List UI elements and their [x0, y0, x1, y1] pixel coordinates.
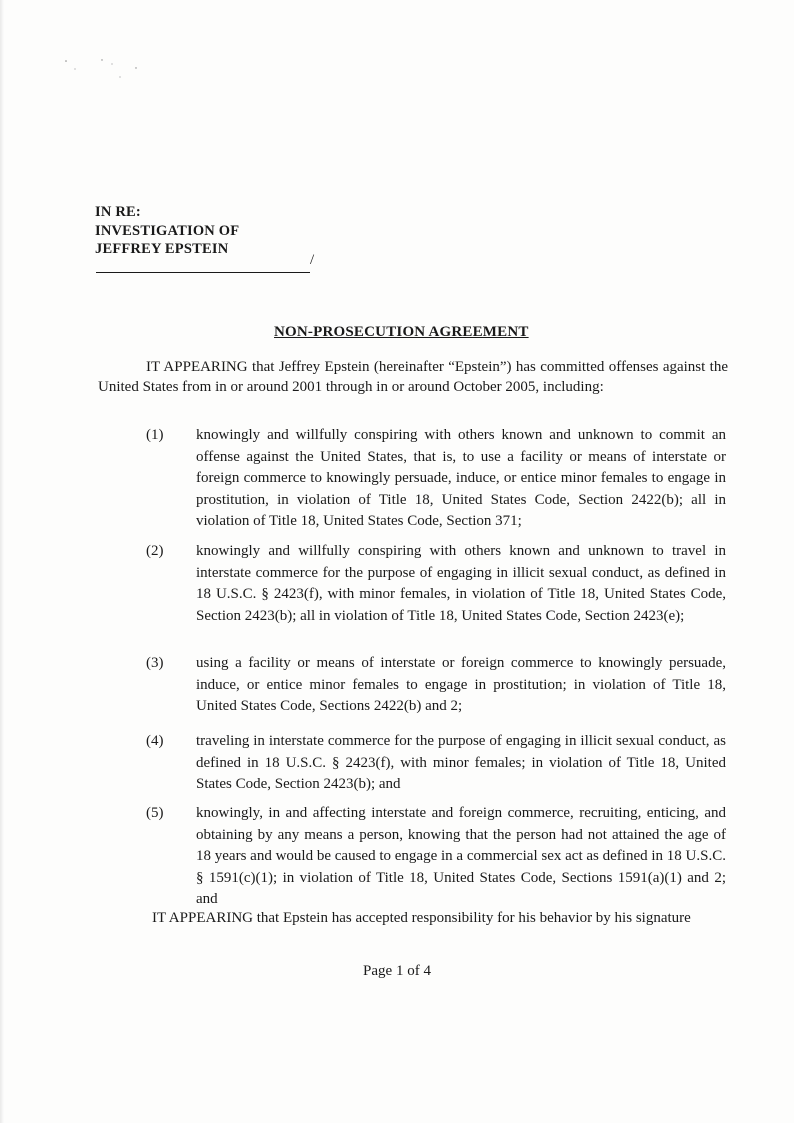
caption-line-in-re: IN RE:: [95, 204, 141, 220]
caption-line-investigation: INVESTIGATION OF: [95, 222, 240, 239]
offense-item-text: knowingly and willfully conspiring with others known and unknown to commit an offense against the United States, that is, to use a facility or means of interstate or foreign commerce to knowingly persuade, induce, or entice minor females to engage in prostitution, in violation of Title 18, United States Code, Section 2422(b); all in violation of Title 18, United States Code, Section 371;: [196, 427, 726, 529]
scan-noise-specks: [60, 55, 150, 85]
offense-item-text: knowingly and willfully conspiring with others known and unknown to travel in interstate commerce for the purpose of engaging in illicit sexual conduct, as defined in 18 U.S.C. § 2423(f), with minor females, in violation of Title 18, United States Code, Section 2423(b); all in violation of Title 18, United States Code, Section 2423(e);: [196, 543, 726, 624]
scan-edge-shadow: [0, 0, 4, 1123]
caption-line-name: JEFFREY EPSTEIN: [95, 241, 229, 257]
offense-item-text: knowingly, in and affecting interstate and foreign commerce, recruiting, enticing, and obtaining by any means a person, knowing that the person had not attained the age of 18 years and would be caused to engage in a commercial sex act as defined in 18 U.S.C. § 1591(c)(1); in violation of Title 18, United States Code, Sections 1591(a)(1) and 2; and: [196, 805, 726, 907]
offense-item-text: traveling in interstate commerce for the purpose of engaging in illicit sexual conduct, as defined in 18 U.S.C. § 2423(f), with minor females; in violation of Title 18, United States Code, Section 2423(b); and: [196, 733, 726, 792]
offense-item-number: (4): [146, 733, 164, 749]
offense-item-number: (3): [146, 655, 164, 671]
page-number: Page 1 of 4: [363, 963, 431, 979]
offense-item-number: (5): [146, 805, 164, 821]
case-caption: [95, 203, 239, 259]
offense-item-number: (2): [146, 543, 164, 559]
caption-rule: [96, 272, 310, 273]
offense-item-text: using a facility or means of interstate or foreign commerce to knowingly persuade, induce, or entice minor females to engage in prostitution; in violation of Title 18, United States Code, Sections 2422(b) and 2;: [196, 655, 726, 714]
document-title: NON-PROSECUTION AGREEMENT: [274, 324, 529, 340]
closing-paragraph: IT APPEARING that Epstein has accepted responsibility for his behavior by his signature: [152, 910, 691, 926]
caption-slash: /: [310, 252, 315, 268]
offense-item-number: (1): [146, 427, 164, 443]
intro-paragraph: IT APPEARING that Jeffrey Epstein (hereinafter “Epstein”) has committed offenses against the United States from in or around 2001 through in or around October 2005, including:: [98, 359, 728, 395]
